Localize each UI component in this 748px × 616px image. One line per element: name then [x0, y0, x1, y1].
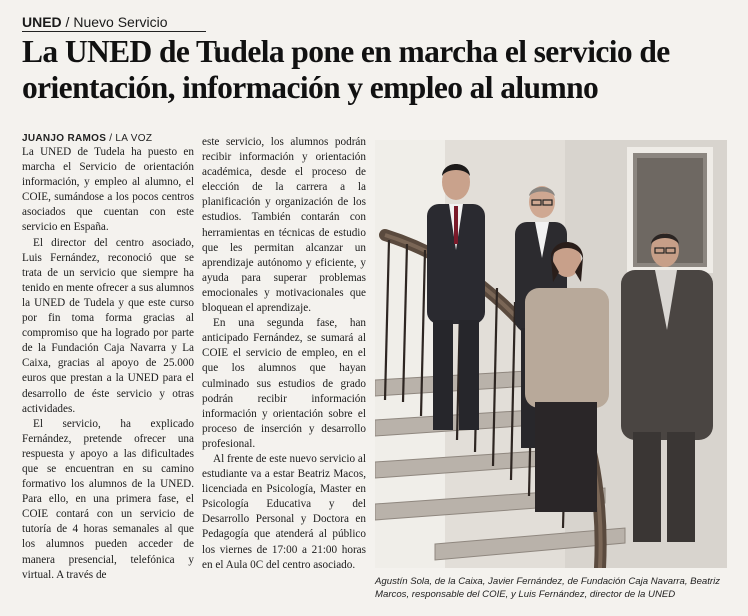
- section-subtitle: Nuevo Servicio: [73, 14, 168, 30]
- section-separator: /: [61, 14, 74, 30]
- article-photo: [375, 140, 727, 568]
- byline-author: JUANJO RAMOS: [22, 133, 107, 144]
- byline-outlet: LA VOZ: [115, 133, 153, 144]
- photo-illustration: [375, 140, 727, 568]
- byline-separator: /: [106, 133, 116, 144]
- article-paragraph: La UNED de Tudela ha puesto en marcha el Servicio de orientación información, y empleo al alumno, el COIE, sumándose a los pocos centros asociados que cuentan con este servicio en España.: [22, 146, 194, 234]
- article-paragraph: El servicio, ha explicado Fernández, pretende ofrecer una respuesta y apoyo a las dificultades que se encuentran en su camino formativo los alumnos de la UNED. Para ello, en una primera fase, el COIE contará con un servicio de tutoría de 4 horas semanales al que los alumnos pueden acceder de manera presencial, telefónica y virtual. A través de: [22, 417, 194, 581]
- section-header: [22, 14, 206, 32]
- article-column-1: [22, 145, 194, 583]
- article-column-2: [202, 135, 366, 573]
- photo-caption: Agustín Sola, de la Caixa, Javier Fernández, de Fundación Caja Navarra, Beatriz Marcos, responsable del COIE, y Luis Fernández, director de la UNED: [375, 576, 721, 600]
- byline: [22, 133, 152, 144]
- article-paragraph: este servicio, los alumnos podrán recibir información y orientación académica, desde el proceso de elección de la carrera a la planificación y organización de los estudios. También contarán con herramientas en técnicas de estudio que les permitan alcanzar un aprendizaje autónomo y eficiente, y ayuda para superar problemas emocionales y motivacionales que bloquean el aprendizaje.: [202, 136, 366, 315]
- headline: La UNED de Tudela pone en marcha el servicio de orientación, información y empleo al alumno: [22, 34, 670, 105]
- article-paragraph: El director del centro asociado, Luis Fernández, reconoció que se trata de un servicio que siempre ha tenido en mente ofrecer a sus alumnos la UNED de Tudela y que este curso por fin toma forma gracias al compromiso que ha logrado por parte de la Fundación Caja Navarra y La Caixa, gracias al apoyo de 25.000 euros que prestan a la UNED para el desarrollo de éste servicio y otras actividades.: [22, 236, 194, 415]
- article-paragraph: En una segunda fase, han anticipado Fernández, se sumará al COIE el servicio de empleo, en el que los alumnos que hayan culminado sus estudios de grado podrán recibir información información y orientación sobre el proceso de inserción y desarrollo profesional.: [202, 317, 366, 450]
- article-paragraph: Al frente de este nuevo servicio al estudiante va a estar Beatriz Macos, licenciada en Psicología, Master en Psicología Educativa y del Desarrollo Personal y Doctora en Pedagogía que atenderá al público los viernes de 17:00 a 21:00 horas en el Aula 0C del centro asociado.: [202, 452, 366, 571]
- section-name: UNED: [22, 14, 62, 30]
